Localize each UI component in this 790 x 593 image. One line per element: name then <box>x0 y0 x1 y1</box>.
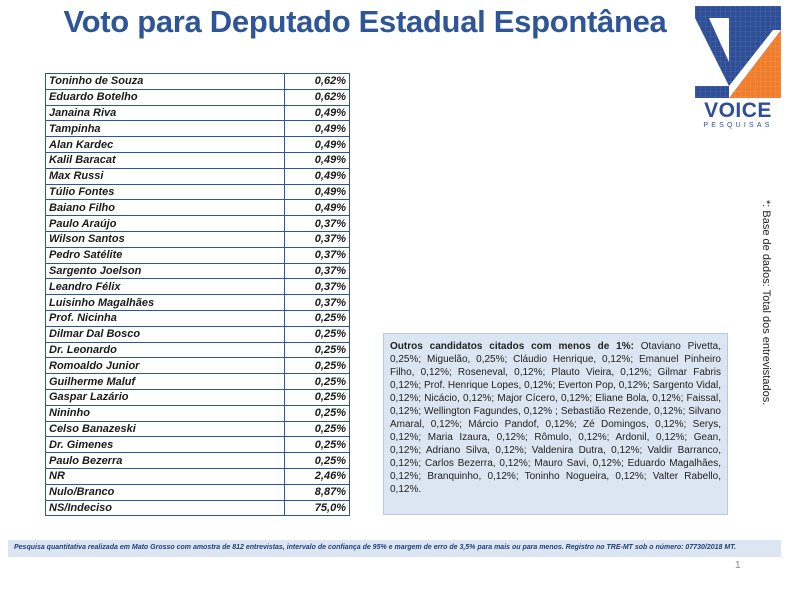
candidate-name: NS/Indeciso <box>46 500 285 516</box>
candidate-value: 8,87% <box>284 484 349 500</box>
candidate-name: Eduardo Botelho <box>46 89 285 105</box>
candidate-value: 0,25% <box>284 358 349 374</box>
table-row <box>46 468 350 484</box>
table-row <box>46 358 350 374</box>
table-row <box>46 184 350 200</box>
candidate-name: Sargento Joelson <box>46 263 285 279</box>
candidate-value: 0,49% <box>284 152 349 168</box>
candidate-value: 0,37% <box>284 231 349 247</box>
table-row <box>46 310 350 326</box>
table-row <box>46 74 350 90</box>
candidate-name: Pedro Satélite <box>46 247 285 263</box>
candidate-name: Paulo Araújo <box>46 216 285 232</box>
candidate-name: Toninho de Souza <box>46 74 285 90</box>
table-row <box>46 374 350 390</box>
candidate-value: 0,49% <box>284 121 349 137</box>
candidate-name: Kalil Baracat <box>46 152 285 168</box>
side-note <box>758 200 774 430</box>
candidate-value: 0,62% <box>284 74 349 90</box>
table-row <box>46 405 350 421</box>
candidate-value: 0,49% <box>284 137 349 153</box>
candidate-name: Luisinho Magalhães <box>46 295 285 311</box>
candidate-value: 0,37% <box>284 279 349 295</box>
table-row <box>46 137 350 153</box>
table-row <box>46 121 350 137</box>
candidate-name: Guilherme Maluf <box>46 374 285 390</box>
table-row <box>46 453 350 469</box>
table-row <box>46 484 350 500</box>
candidate-name: Dilmar Dal Bosco <box>46 326 285 342</box>
table-row <box>46 231 350 247</box>
candidate-value: 0,37% <box>284 247 349 263</box>
candidate-name: Dr. Gimenes <box>46 437 285 453</box>
candidate-value: 0,25% <box>284 421 349 437</box>
logo-mark-icon <box>695 6 781 98</box>
logo-text: VOICE <box>704 99 772 122</box>
table-row <box>46 216 350 232</box>
candidate-value: 0,49% <box>284 184 349 200</box>
candidate-name: Nininho <box>46 405 285 421</box>
candidate-name: Nulo/Branco <box>46 484 285 500</box>
candidate-name: NR <box>46 468 285 484</box>
candidate-name: Tampinha <box>46 121 285 137</box>
candidate-value: 0,25% <box>284 310 349 326</box>
candidate-value: 75,0% <box>284 500 349 516</box>
candidate-name: Celso Banazeski <box>46 421 285 437</box>
candidate-name: Max Russi <box>46 168 285 184</box>
candidate-value: 0,25% <box>284 405 349 421</box>
page-number: 1 <box>735 560 741 571</box>
footer-note: Pesquisa quantitativa realizada em Mato Grosso com amostra de 812 entrevistas, intervalo de confiança de 95% e margem de erro de 3,5% para mais ou para menos. Registro no TRE-MT sob o número: 07730/2018 MT. <box>8 540 781 557</box>
candidate-value: 0,49% <box>284 168 349 184</box>
candidate-value: 0,25% <box>284 326 349 342</box>
side-note-text: *: Base de dados: Total dos entrevistados. <box>760 200 772 406</box>
candidate-value: 0,49% <box>284 200 349 216</box>
candidate-value: 0,25% <box>284 342 349 358</box>
candidate-value: 0,49% <box>284 105 349 121</box>
candidate-name: Alan Kardec <box>46 137 285 153</box>
table-row <box>46 105 350 121</box>
voice-logo <box>695 6 781 130</box>
candidate-value: 0,25% <box>284 389 349 405</box>
table-row <box>46 168 350 184</box>
table-row <box>46 89 350 105</box>
candidate-value: 0,25% <box>284 437 349 453</box>
candidate-value: 0,37% <box>284 263 349 279</box>
candidate-name: Prof. Nicinha <box>46 310 285 326</box>
table-row <box>46 263 350 279</box>
table-row <box>46 200 350 216</box>
candidate-value: 0,62% <box>284 89 349 105</box>
candidate-name: Túlio Fontes <box>46 184 285 200</box>
candidate-value: 2,46% <box>284 468 349 484</box>
table-row <box>46 247 350 263</box>
candidate-name: Janaina Riva <box>46 105 285 121</box>
table-row <box>46 500 350 516</box>
other-candidates-heading: Outros candidatos citados com menos de 1%: <box>390 341 634 352</box>
candidate-name: Gaspar Lazário <box>46 389 285 405</box>
candidate-name: Wilson Santos <box>46 231 285 247</box>
candidates-table <box>45 73 350 516</box>
candidate-name: Paulo Bezerra <box>46 453 285 469</box>
logo-subtext: PESQUISAS <box>703 122 773 129</box>
candidate-name: Baiano Filho <box>46 200 285 216</box>
table-row <box>46 437 350 453</box>
table-row <box>46 326 350 342</box>
table-row <box>46 152 350 168</box>
table-row <box>46 279 350 295</box>
candidate-value: 0,37% <box>284 295 349 311</box>
other-candidates-text: Otaviano Pivetta, 0,25%; Miguelão, 0,25%; Cláudio Henrique, 0,12%; Emanuel Pinheiro Filho, 0,12%; Roseneval, 0,12%; Plauto Vieira, 0,12%; Gilmar Fabris 0,12%; Prof. Henrique Lopes, 0,12%; Everton Pop, 0,12%; Sargento Vidal, 0,12%; Nicácio, 0,12%; Major Cícero, 0,12%; Eliane Bola, 0,12%; Faissal, 0,12%; Wellington Fagundes, 0,12% ; Sebastião Rezende, 0,12%; Silvano Amaral, 0,12%; Márcio Pandof, 0,12%; Zé Domingos, 0,12%; Serys, 0,12%; Maria Izaura, 0,12%; Rômulo, 0,12%; Ardonil, 0,12%; Gean, 0,12%; Adriano Silva, 0,12%; Valdenira Dutra, 0,12%; Valdir Barranco, 0,12%; Carlos Bezerra, 0,12%; Mauro Savi, 0,12%; Eduardo Magalhães, 0,12%; Branquinho, 0,12%; Toninho Nogueira, 0,12%; Valter Rabello, 0,12%. <box>390 341 721 495</box>
candidate-name: Leandro Félix <box>46 279 285 295</box>
table-row <box>46 342 350 358</box>
other-candidates-box <box>383 333 728 515</box>
candidate-name: Dr. Leonardo <box>46 342 285 358</box>
table-row <box>46 389 350 405</box>
table-row <box>46 295 350 311</box>
table-row <box>46 421 350 437</box>
candidate-value: 0,25% <box>284 374 349 390</box>
page-title: Voto para Deputado Estadual Espontânea <box>63 4 667 39</box>
candidate-name: Romoaldo Junior <box>46 358 285 374</box>
candidate-value: 0,37% <box>284 216 349 232</box>
candidate-value: 0,25% <box>284 453 349 469</box>
